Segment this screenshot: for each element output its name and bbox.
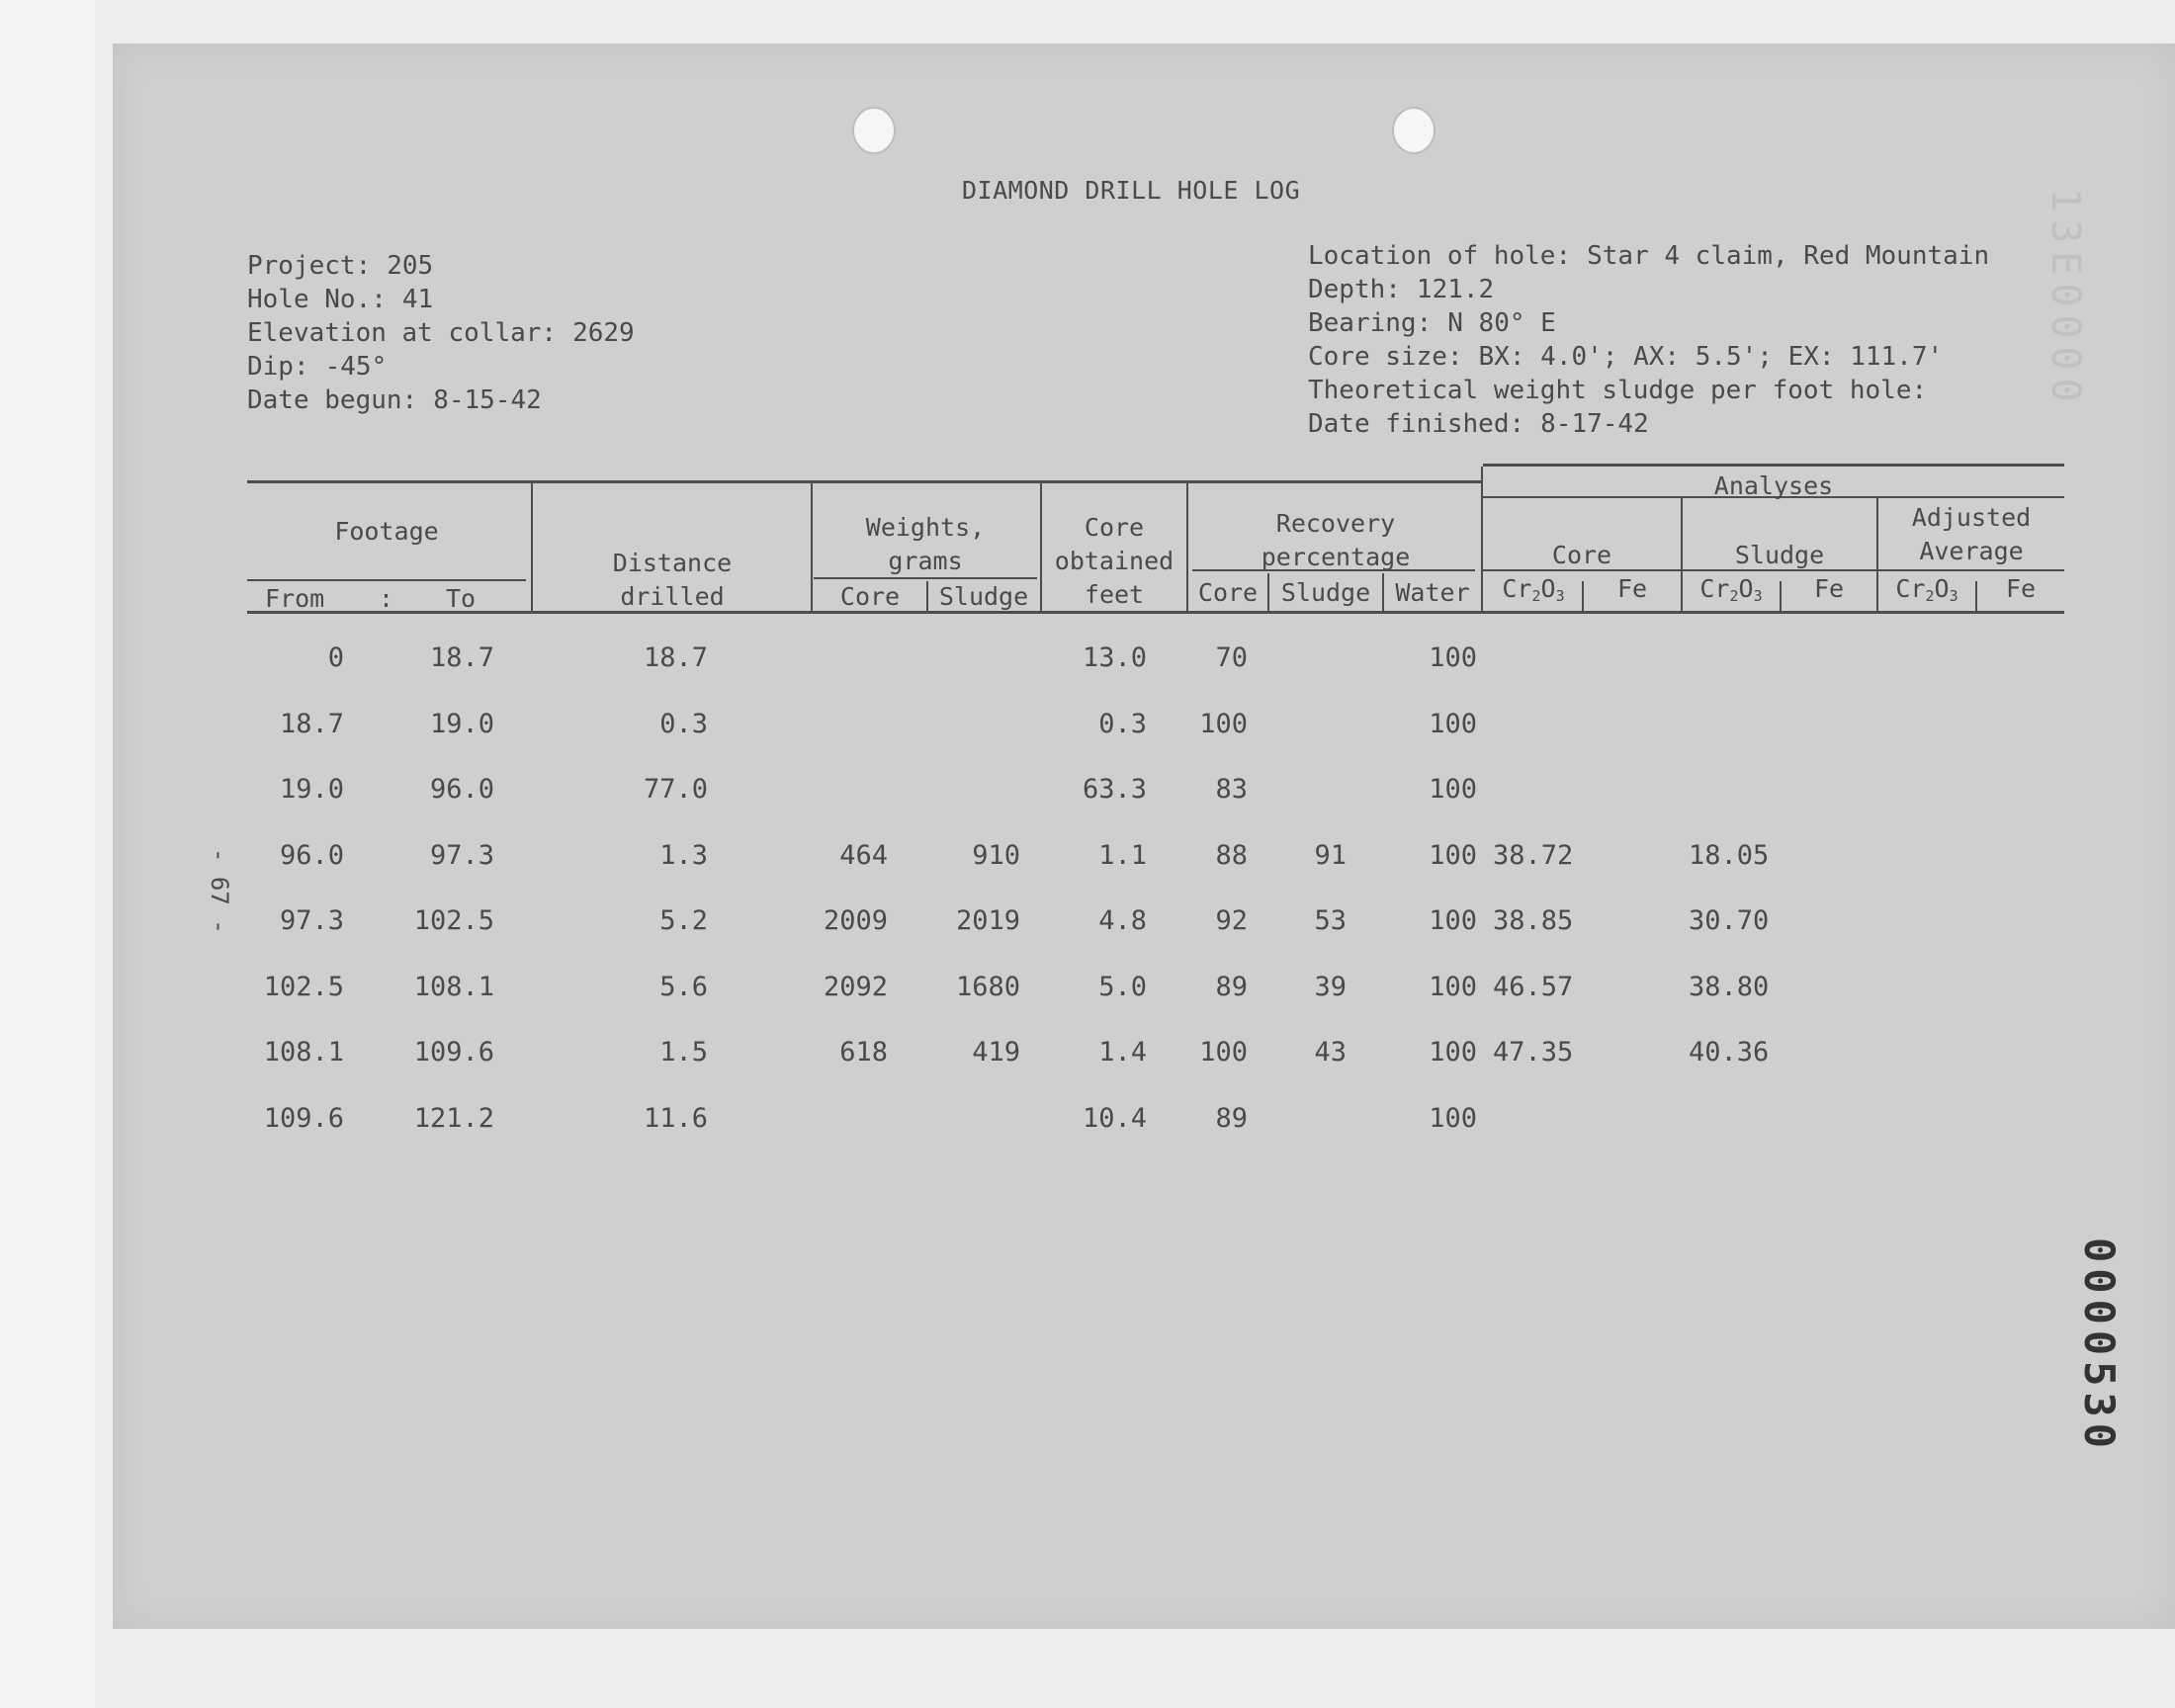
core-fe-header: Fe <box>1616 574 1648 603</box>
sludge-cr2o3-cell: 18.05 <box>1689 839 1770 871</box>
from-cell: 19.0 <box>279 774 344 805</box>
core-obtained-cell: 5.0 <box>1098 971 1147 1002</box>
adjusted-header: Adjusted <box>1911 503 2032 532</box>
recovery-water-cell: 100 <box>1429 839 1477 871</box>
hole-no-value: 41 <box>401 285 434 314</box>
left-info <box>247 249 635 417</box>
date-finished-label: Date finished: <box>1308 409 1525 439</box>
distance-cell: 5.6 <box>659 971 708 1002</box>
location-line <box>1308 239 1989 273</box>
bearing-label: Bearing: <box>1308 308 1433 338</box>
recovery-core-cell: 89 <box>1215 971 1248 1002</box>
o-sub: 3 <box>1949 587 1958 605</box>
recovery-core-cell: 100 <box>1199 1037 1248 1068</box>
footage-header: Footage <box>334 517 439 546</box>
date-finished-value: 8-17-42 <box>1540 409 1649 439</box>
weights-core-header: Core <box>839 582 901 611</box>
distance-cell: 11.6 <box>643 1102 708 1134</box>
analyses-header: Analyses <box>1713 471 1834 500</box>
adjusted-fe-header: Fe <box>2005 574 2037 603</box>
sludge-cr2o3-header <box>1683 573 1780 612</box>
analyses-sludge-header: Sludge <box>1734 541 1825 569</box>
core-cr2o3-cell: 38.72 <box>1493 839 1574 871</box>
date-begun-label: Date begun: <box>247 385 418 415</box>
location-label: Location of hole: <box>1308 241 1572 271</box>
elevation-value: 2629 <box>572 318 635 348</box>
to-cell: 97.3 <box>429 839 494 871</box>
elevation-label: Elevation at collar: <box>247 318 558 348</box>
weight-core-cell: 2009 <box>823 905 888 936</box>
cr-text: Cr <box>1699 574 1730 603</box>
col-divider-2 <box>811 480 813 613</box>
recovery-core-cell: 89 <box>1215 1102 1248 1134</box>
dip-label: Dip: <box>247 352 309 382</box>
core-size-line <box>1308 340 1989 374</box>
recovery-water-cell: 100 <box>1429 971 1477 1002</box>
core-size-value: BX: 4.0'; AX: 5.5'; EX: 111.7' <box>1478 342 1944 372</box>
core-obtained-cell: 1.4 <box>1098 1037 1147 1068</box>
col-divider-1 <box>531 480 533 613</box>
distance-cell: 1.3 <box>659 839 708 871</box>
core-cr2o3-header <box>1485 573 1582 612</box>
core-size-label: Core size: <box>1308 342 1463 372</box>
weights-sludge-header: Sludge <box>938 582 1029 611</box>
core-obtained-cell: 1.1 <box>1098 839 1147 871</box>
recovery-sludge-cell: 53 <box>1314 905 1347 936</box>
weight-sludge-cell: 419 <box>972 1037 1020 1068</box>
dip-value: -45° <box>324 352 388 382</box>
page-number: - 67 - <box>206 848 233 934</box>
hole-no-label: Hole No.: <box>247 285 387 314</box>
weights-header: Weights, <box>865 513 986 542</box>
core-cr2o3-cell: 38.85 <box>1493 905 1574 936</box>
core-cr2o3-cell: 47.35 <box>1493 1037 1574 1068</box>
location-value: Star 4 claim, Red Mountain <box>1587 241 1990 271</box>
right-info <box>1308 239 1989 441</box>
weight-sludge-cell: 1680 <box>955 971 1020 1002</box>
from-cell: 108.1 <box>263 1037 344 1068</box>
recovery-sludge-cell: 39 <box>1314 971 1347 1002</box>
dip-line <box>247 350 635 384</box>
recovery-core-header: Core <box>1197 578 1259 607</box>
weight-core-cell: 464 <box>839 839 888 871</box>
bearing-value: N 80° E <box>1447 308 1556 338</box>
recovery-water-cell: 100 <box>1429 1037 1477 1068</box>
to-header: To <box>446 584 477 613</box>
date-begun-value: 8-15-42 <box>433 385 542 415</box>
cr-text: Cr <box>1895 574 1926 603</box>
sludge-weight-label: Theoretical weight sludge per foot hole: <box>1308 376 1928 405</box>
stamp-number: 0000530 <box>2075 1238 2124 1455</box>
weight-sludge-cell: 2019 <box>955 905 1020 936</box>
distance-cell: 18.7 <box>643 642 708 673</box>
recovery-header: Recovery <box>1275 509 1396 538</box>
recovery-core-cell: 70 <box>1215 642 1248 673</box>
weight-sludge-cell: 910 <box>972 839 1020 871</box>
recovery-core-cell: 100 <box>1199 708 1248 739</box>
to-cell: 96.0 <box>429 774 494 805</box>
from-header: From <box>265 584 325 613</box>
elevation-line <box>247 316 635 350</box>
project-value: 205 <box>387 251 434 281</box>
weight-core-cell: 618 <box>839 1037 888 1068</box>
recovery-water-cell: 100 <box>1429 708 1477 739</box>
average-header: Average <box>1919 537 2024 565</box>
o-text: O <box>1934 574 1950 603</box>
to-cell: 18.7 <box>429 642 494 673</box>
cr-text: Cr <box>1502 574 1532 603</box>
project-line <box>247 249 635 283</box>
recovery-water-cell: 100 <box>1429 642 1477 673</box>
to-cell: 102.5 <box>413 905 494 936</box>
to-cell: 109.6 <box>413 1037 494 1068</box>
recovery-core-cell: 92 <box>1215 905 1248 936</box>
grams-header: grams <box>888 547 963 575</box>
recovery-water-cell: 100 <box>1429 1102 1477 1134</box>
header-bottom-rule <box>247 611 2064 614</box>
percentage-header: percentage <box>1261 543 1411 571</box>
recovery-water-header: Water <box>1395 578 1470 607</box>
cr-sub: 2 <box>1925 587 1935 605</box>
sludge-cr2o3-cell: 30.70 <box>1689 905 1770 936</box>
recovery-core-cell: 88 <box>1215 839 1248 871</box>
sludge-weight-line <box>1308 374 1989 407</box>
sludge-cr2o3-cell: 38.80 <box>1689 971 1770 1002</box>
weight-core-cell: 2092 <box>823 971 888 1002</box>
top-rule-analyses <box>1483 464 2064 467</box>
depth-label: Depth: <box>1308 275 1401 304</box>
sludge-cr2o3-cell: 40.36 <box>1689 1037 1770 1068</box>
o-text: O <box>1738 574 1754 603</box>
date-begun-line <box>247 384 635 417</box>
background-strip <box>0 0 95 1708</box>
bearing-line <box>1308 306 1989 340</box>
cr-sub: 2 <box>1531 587 1541 605</box>
distance-cell: 1.5 <box>659 1037 708 1068</box>
punch-hole-right <box>1392 107 1436 154</box>
recovery-sludge-cell: 91 <box>1314 839 1347 871</box>
distance-cell: 5.2 <box>659 905 708 936</box>
distance-header: Distance <box>612 549 733 577</box>
from-cell: 109.6 <box>263 1102 344 1134</box>
weights-rule <box>814 577 1037 579</box>
recovery-water-cell: 100 <box>1429 774 1477 805</box>
core-obtained-cell: 63.3 <box>1082 774 1147 805</box>
distance-cell: 77.0 <box>643 774 708 805</box>
faint-stamp: 13E0000 <box>2043 188 2088 410</box>
core-obtained-cell: 0.3 <box>1098 708 1147 739</box>
project-label: Project: <box>247 251 372 281</box>
core-cr2o3-cell: 46.57 <box>1493 971 1574 1002</box>
o-sub: 3 <box>1753 587 1763 605</box>
from-cell: 97.3 <box>279 905 344 936</box>
depth-value: 121.2 <box>1416 275 1495 304</box>
recovery-sludge-header: Sludge <box>1280 578 1371 607</box>
hole-no-line <box>247 283 635 316</box>
to-cell: 19.0 <box>429 708 494 739</box>
to-cell: 108.1 <box>413 971 494 1002</box>
document-title: DIAMOND DRILL HOLE LOG <box>962 176 1301 205</box>
core-obtained-cell: 10.4 <box>1082 1102 1147 1134</box>
to-cell: 121.2 <box>413 1102 494 1134</box>
colon-header: : <box>379 584 394 613</box>
core-obtained-header-3: feet <box>1084 580 1145 609</box>
from-cell: 0 <box>327 642 344 673</box>
analyses-core-header: Core <box>1551 541 1612 569</box>
recovery-core-cell: 83 <box>1215 774 1248 805</box>
core-obtained-header-2: obtained <box>1054 547 1174 575</box>
from-cell: 96.0 <box>279 839 344 871</box>
date-finished-line <box>1308 407 1989 441</box>
from-cell: 18.7 <box>279 708 344 739</box>
distance-cell: 0.3 <box>659 708 708 739</box>
recovery-water-cell: 100 <box>1429 905 1477 936</box>
o-sub: 3 <box>1555 587 1565 605</box>
recovery-sludge-cell: 43 <box>1314 1037 1347 1068</box>
adjusted-cr2o3-header <box>1878 573 1975 612</box>
punch-hole-left <box>852 107 896 154</box>
core-obtained-cell: 4.8 <box>1098 905 1147 936</box>
sludge-fe-header: Fe <box>1813 574 1845 603</box>
top-rule <box>247 480 1483 483</box>
core-obtained-header-1: Core <box>1084 513 1145 542</box>
footage-rule <box>247 579 526 581</box>
from-cell: 102.5 <box>263 971 344 1002</box>
core-obtained-cell: 13.0 <box>1082 642 1147 673</box>
depth-line <box>1308 273 1989 306</box>
drilled-header: drilled <box>620 582 725 611</box>
cr-sub: 2 <box>1729 587 1739 605</box>
o-text: O <box>1540 574 1556 603</box>
